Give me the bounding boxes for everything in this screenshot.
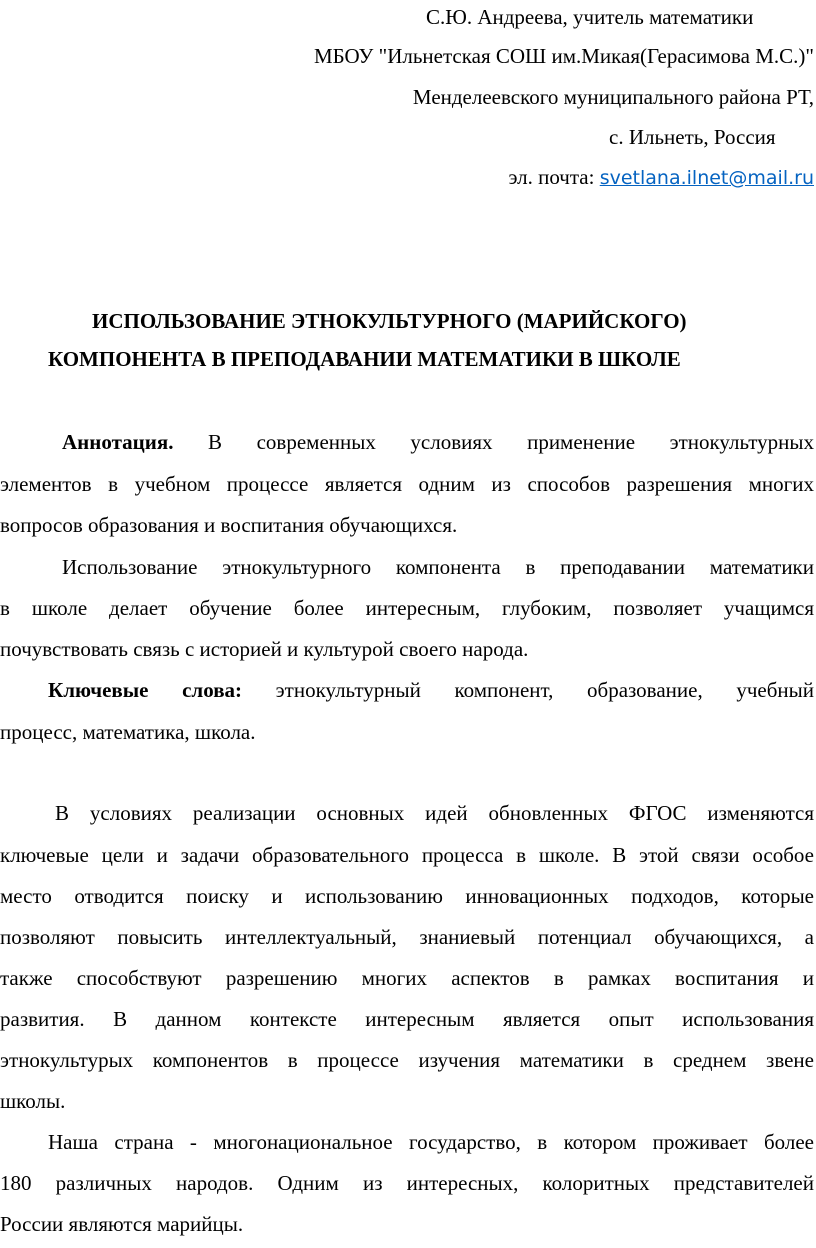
para3-line-2: 180 различных народов. Одним из интересных, колоритных представителей [0, 1171, 814, 1195]
para3-line-1: Наша страна - многонациональное государство, в котором проживает более [48, 1130, 814, 1154]
title-line-1: ИСПОЛЬЗОВАНИЕ ЭТНОКУЛЬТУРНОГО (МАРИЙСКОГО) [92, 309, 687, 333]
para2-line-6: развития. В данном контексте интересным является опыт использования [0, 1007, 814, 1031]
para2-line-8: школы. [0, 1089, 66, 1113]
annotation-line-1: Аннотация. В современных условиях применение этнокультурных [62, 430, 814, 454]
annotation-label: Аннотация. [62, 430, 174, 454]
district-line: Менделеевского муниципального района РТ, [412, 85, 814, 109]
para2-line-2: ключевые цели и задачи образовательного процесса в школе. В этой связи особое [0, 843, 814, 867]
email-label: эл. почта: [508, 165, 600, 189]
para1-line-2: в школе делает обучение более интересным, глубоким, позволяет учащимся [0, 596, 814, 620]
para1-line-1: Использование этнокультурного компонента в преподавании математики [62, 555, 814, 579]
author-line: С.Ю. Андреева, учитель математики [426, 5, 754, 29]
annotation-line-2: элементов в учебном процессе является одним из способов разрешения многих [0, 472, 814, 496]
title-line-2: КОМПОНЕНТА В ПРЕПОДАВАНИИ МАТЕМАТИКИ В ШКОЛЕ [48, 347, 681, 371]
annotation-line-3: вопросов образования и воспитания обучающихся. [0, 513, 458, 537]
keywords-label: Ключевые слова: [48, 678, 243, 702]
email-line [509, 165, 815, 191]
email-link[interactable]: svetlana.ilnet@mail.ru [599, 167, 814, 189]
para3-line-3: России являются марийцы. [0, 1212, 244, 1236]
para1-line-3: почувствовать связь с историей и культурой своего народа. [0, 637, 529, 661]
keywords-line-1: Ключевые слова: этнокультурный компонент, образование, учебный [48, 678, 814, 702]
keywords-line-2: процесс, математика, школа. [0, 720, 256, 744]
village-line: с. Ильнеть, Россия [609, 125, 776, 149]
school-line: МБОУ "Ильнетская СОШ им.Микая(Герасимова М.С.)" [313, 44, 814, 68]
para2-line-4: позволяют повысить интеллектуальный, знаниевый потенциал обучающихся, а [0, 925, 814, 949]
para2-line-7: этнокультурых компонентов в процессе изучения математики в среднем звене [0, 1048, 814, 1072]
para2-line-5: также способствуют разрешению многих аспектов в рамках воспитания и [0, 966, 814, 990]
para2-line-1: В условиях реализации основных идей обновленных ФГОС изменяются [55, 801, 814, 825]
para2-line-3: место отводится поиску и использованию инновационных подходов, которые [0, 884, 814, 908]
